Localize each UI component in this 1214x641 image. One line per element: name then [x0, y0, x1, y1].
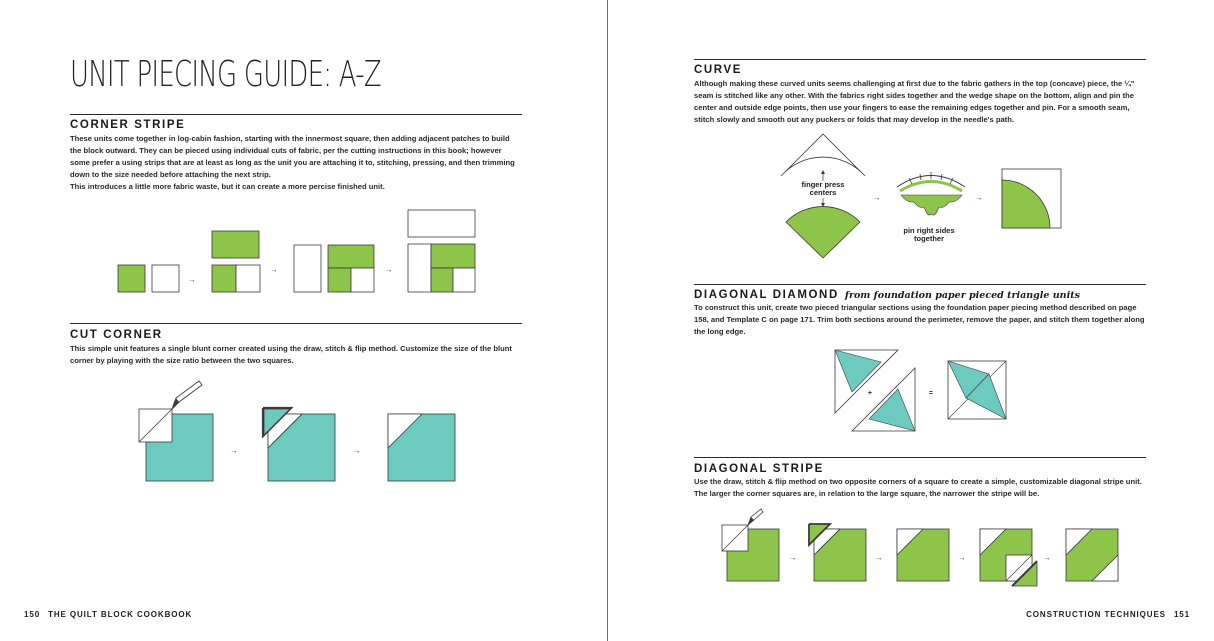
right-page — [609, 0, 1214, 641]
arrow: → — [873, 193, 881, 202]
pencil-icon — [748, 509, 763, 525]
arrow: → — [230, 446, 238, 455]
diagonal-diamond-subtitle: from foundation paper pieced triangle units — [844, 290, 1080, 301]
page-title: UNIT PIECING GUIDE: A-Z — [70, 54, 381, 95]
cut-corner-paragraph: This simple unit features a single blunt corner created using the draw, stitch & flip method. Customize the size of the blunt corner by playing with the size ratio between the two squares. — [70, 344, 512, 365]
arrow: → — [975, 193, 983, 202]
cut-corner-heading: CUT CORNER — [70, 329, 163, 341]
arrow: → — [1043, 553, 1051, 562]
page-gutter — [607, 0, 608, 641]
pin-right-sides-label: pin right sides — [903, 226, 955, 235]
equals-sign: = — [928, 388, 934, 397]
curve-paragraph: Although making these curved units seems challenging at first due to the fabric gathers in the top (concave) piece, the ¼" seam is stitched like any other. With the fabrics right sides together and the wedge shape on the bottom, align and pin the center and outside edge points, then use your fingers to ease the remaining edges together and pin. For a smooth seam, stitch slowly and smooth out any puckers or folds that may develop in the needle's path. — [694, 79, 1135, 124]
curve-heading: CURVE — [694, 64, 743, 76]
corner-stripe-paragraph: These units come together in log-cabin fashion, starting with the innermost square, then adding adjacent patches to build the block outward. They can be pieced using individual cuts of fabric, per the cutting instructions in this book; however some prefer a using strips that are at least as long as the unit you are attaching it to, stitching, pressing, and then trimming down to the size needed before attaching the next strip. — [70, 134, 515, 179]
section-title: CONSTRUCTION TECHNIQUES — [1026, 610, 1166, 619]
diagonal-diamond-title: DIAGONAL DIAMOND — [694, 289, 839, 301]
arrow: → — [270, 265, 278, 274]
right-folio — [1026, 610, 1190, 619]
diagonal-stripe-diagram — [609, 0, 1214, 641]
finger-press-label: finger press — [801, 180, 845, 189]
arrow: → — [958, 553, 966, 562]
pencil-icon — [172, 381, 202, 409]
corner-stripe-heading: CORNER STRIPE — [70, 119, 186, 131]
plus-sign: + — [867, 388, 873, 397]
finger-press-label: centers — [809, 188, 837, 197]
arrow: → — [875, 553, 883, 562]
arrow: → — [789, 553, 797, 562]
diagonal-diamond-paragraph: To construct this unit, create two pieced triangular sections using the foundation paper piecing method described on page 158, and Template C on page 171. Trim both sections around the perimeter, remove the paper, and stitch them together along the long edge. — [694, 303, 1145, 336]
page-number: 150 — [24, 610, 41, 619]
diagonal-stripe-paragraph: Use the draw, stitch & flip method on two opposite corners of a square to create a simple, customizable diagonal stripe unit. The larger the corner squares are, in relation to the large square, the narrower the stripe will be. — [694, 477, 1142, 498]
left-folio — [24, 610, 192, 619]
book-title: THE QUILT BLOCK COOKBOOK — [48, 610, 193, 619]
arrow: → — [353, 446, 361, 455]
arrow: → — [385, 265, 393, 274]
corner-stripe-paragraph-2: This introduces a little more fabric waste, but it can create a more percise finished unit. — [70, 182, 385, 191]
page-number: 151 — [1173, 610, 1190, 619]
diagonal-stripe-heading: DIAGONAL STRIPE — [694, 463, 824, 475]
arrow: → — [188, 275, 196, 284]
pin-right-sides-label: together — [914, 234, 944, 243]
